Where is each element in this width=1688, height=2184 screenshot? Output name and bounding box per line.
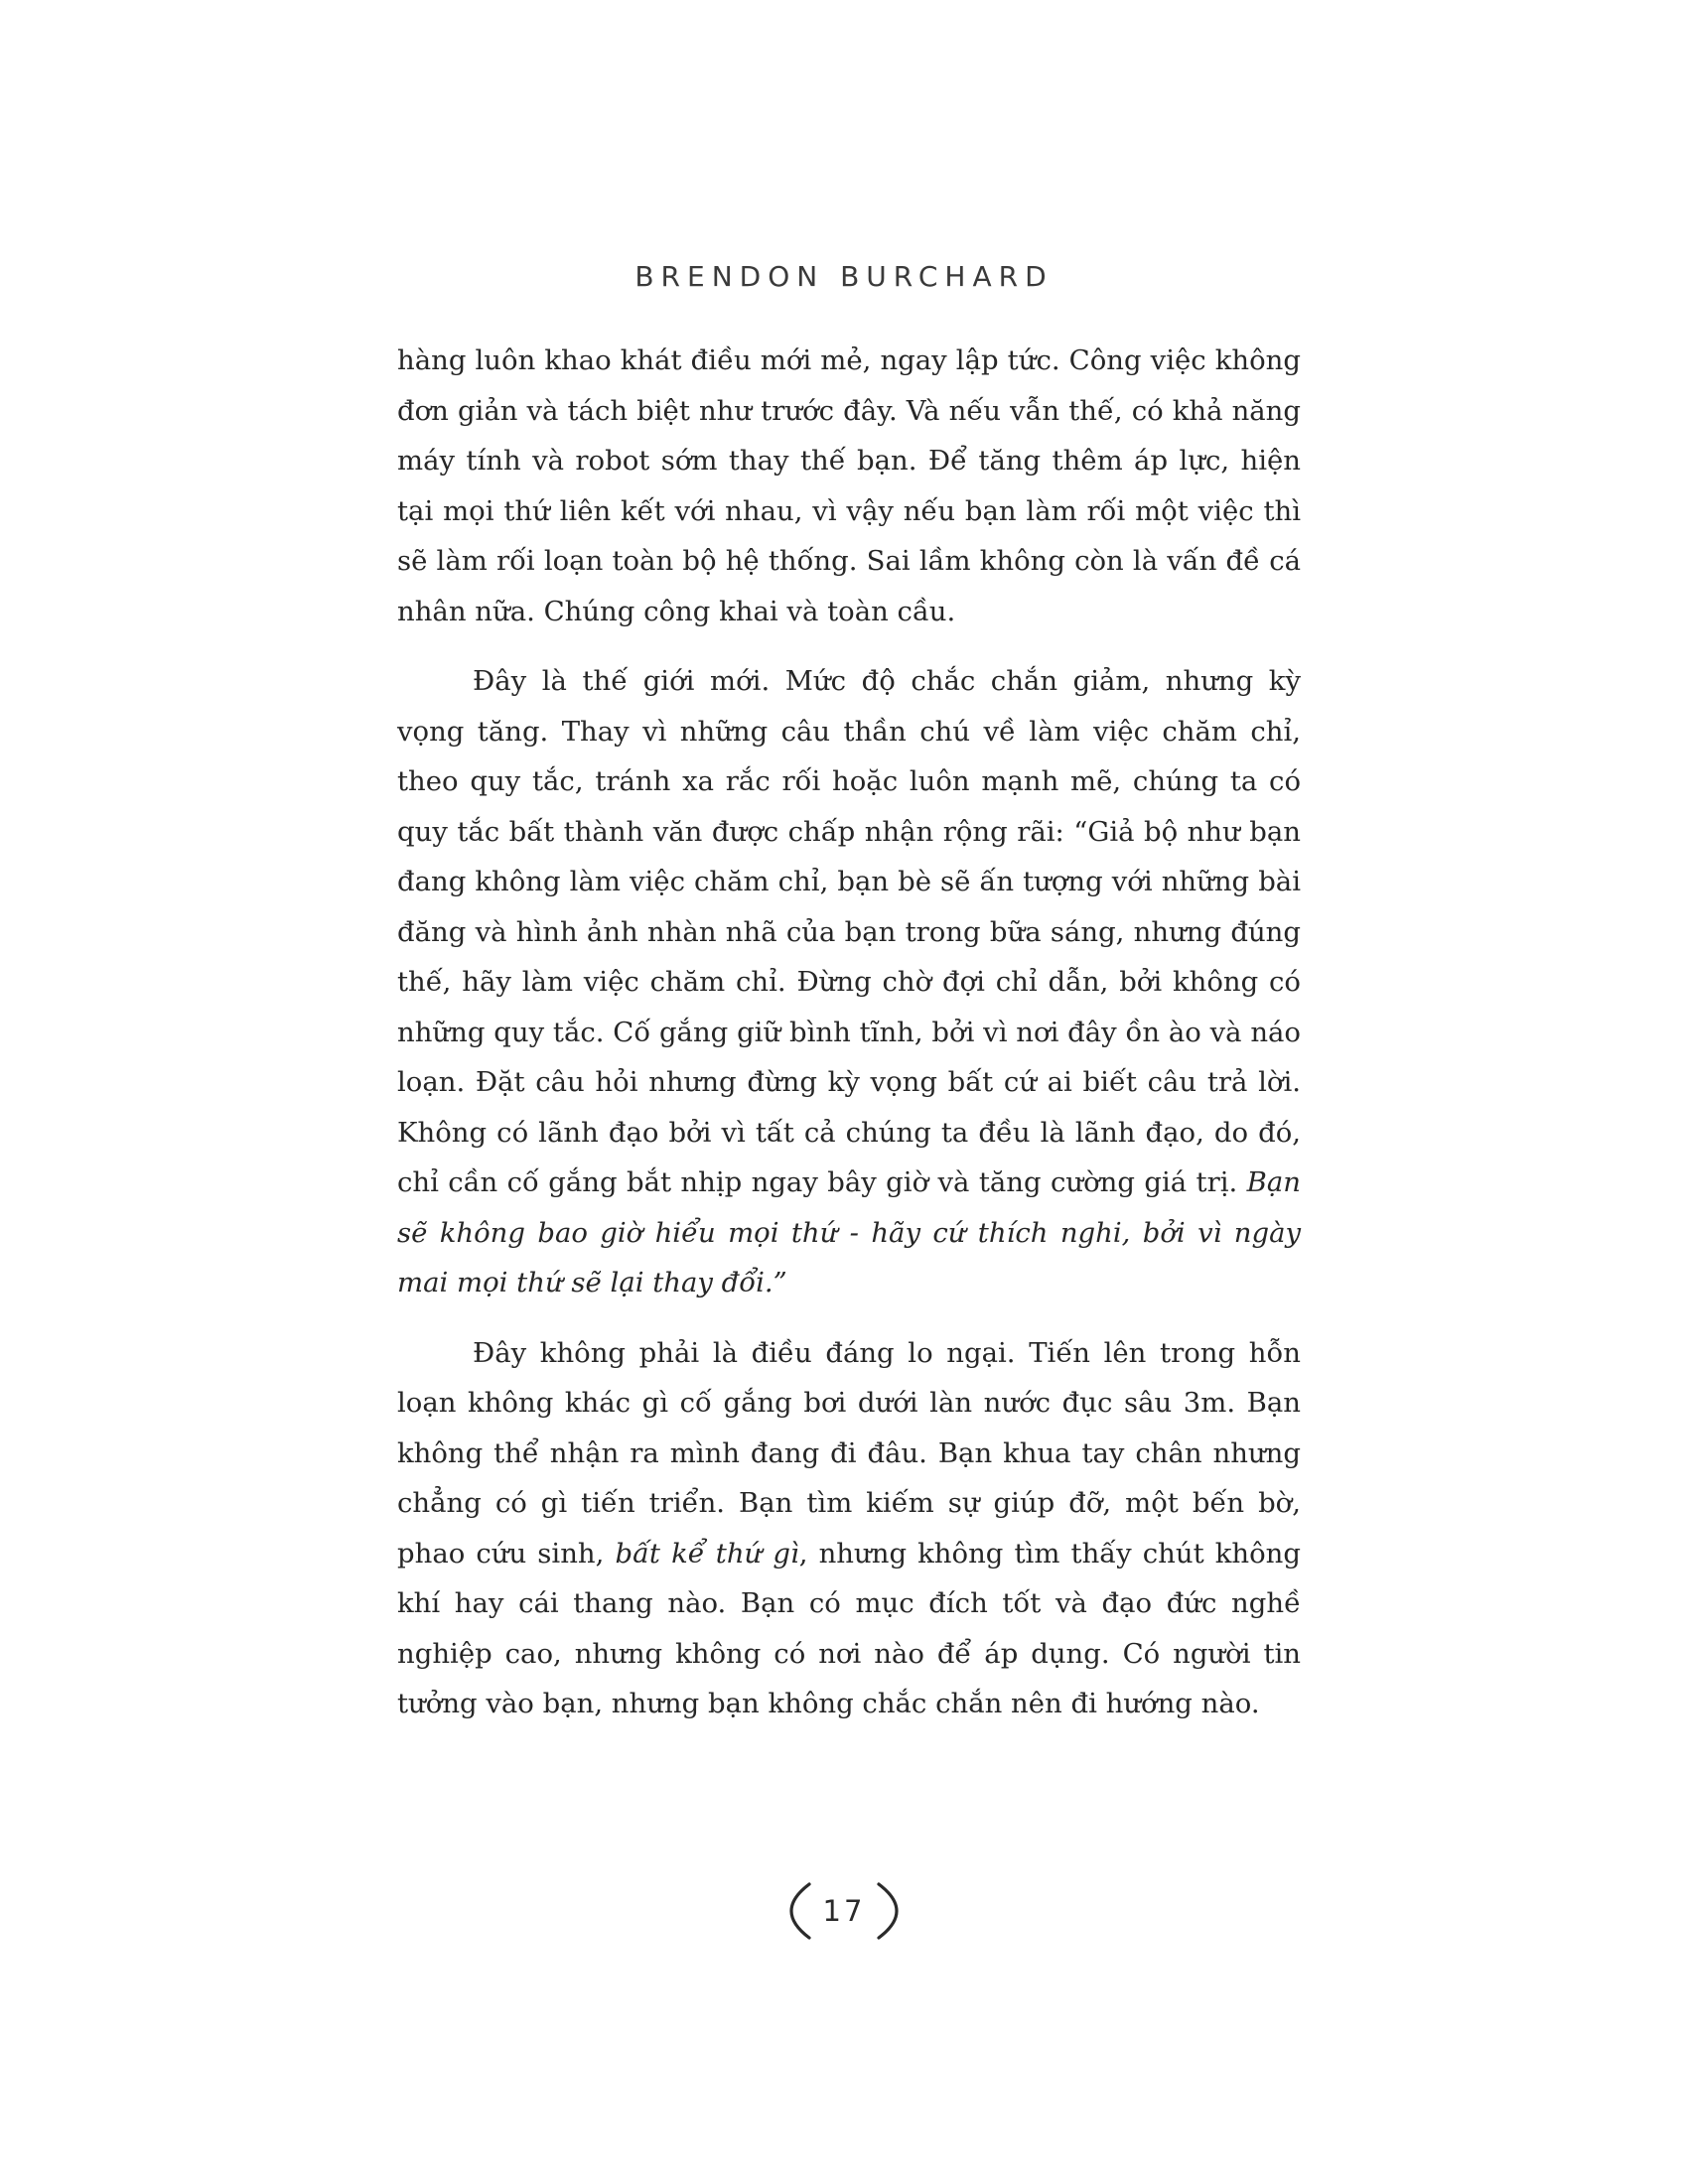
paragraph-text: Đây không phải là điều đáng lo ngại. Tiến lên trong hỗn loạn không khác gì cố gắng bơi dưới làn nước đục sâu 3m. Bạn không thể nhận ra mình đang đi đâu. Bạn khua tay chân nhưng chẳng có gì tiến triển. Bạn tìm kiếm sự giúp đỡ, một bến bờ, phao cứu sinh, xyxy=(397,1336,1301,1570)
running-head: BRENDON BURCHARD xyxy=(634,260,1054,293)
page-number-ornament xyxy=(770,1878,918,1944)
body-text xyxy=(397,336,1301,1749)
page-number: 17 xyxy=(822,1894,866,1928)
paragraph xyxy=(397,656,1301,1308)
paragraph xyxy=(397,336,1301,636)
italic-text: Bạn sẽ không bao giờ hiểu mọi thứ - hãy cứ thích nghi, bởi vì ngày mai mọi thứ sẽ lại thay đổi.” xyxy=(397,1166,1301,1298)
paragraph-text: hàng luôn khao khát điều mới mẻ, ngay lập tức. Công việc không đơn giản và tách biệt như trước đây. Và nếu vẫn thế, có khả năng máy tính và robot sớm thay thế bạn. Để tăng thêm áp lực, hiện tại mọi thứ liên kết với nhau, vì vậy nếu bạn làm rối một việc thì sẽ làm rối loạn toàn bộ hệ thống. Sai lầm không còn là vấn đề cá nhân nữa. Chúng công khai và toàn cầu. xyxy=(397,344,1301,627)
paragraph-text: Đây là thế giới mới. Mức độ chắc chắn giảm, nhưng kỳ vọng tăng. Thay vì những câu thần chú về làm việc chăm chỉ, theo quy tắc, tránh xa rắc rối hoặc luôn mạnh mẽ, chúng ta có quy tắc bất thành văn được chấp nhận rộng rãi: “Giả bộ như bạn đang không làm việc chăm chỉ, bạn bè sẽ ấn tượng với những bài đăng và hình ảnh nhàn nhã của bạn trong bữa sáng, nhưng đúng thế, hãy làm việc chăm chỉ. Đừng chờ đợi chỉ dẫn, bởi không có những quy tắc. Cố gắng giữ bình tĩnh, bởi vì nơi đây ồn ào và náo loạn. Đặt câu hỏi nhưng đừng kỳ vọng bất cứ ai biết câu trả lời. Không có lãnh đạo bởi vì tất cả chúng ta đều là lãnh đạo, do đó, chỉ cần cố gắng bắt nhịp ngay bây giờ và tăng cường giá trị. xyxy=(397,665,1301,1198)
paragraph xyxy=(397,1328,1301,1729)
paragraph-text: , nhưng không tìm thấy chút không khí hay cái thang nào. Bạn có mục đích tốt và đạo đức nghề nghiệp cao, nhưng không có nơi nào để áp dụng. Có người tin tưởng vào bạn, nhưng bạn không chắc chắn nên đi hướng nào. xyxy=(397,1537,1301,1719)
italic-text: bất kể thứ gì xyxy=(615,1537,799,1570)
